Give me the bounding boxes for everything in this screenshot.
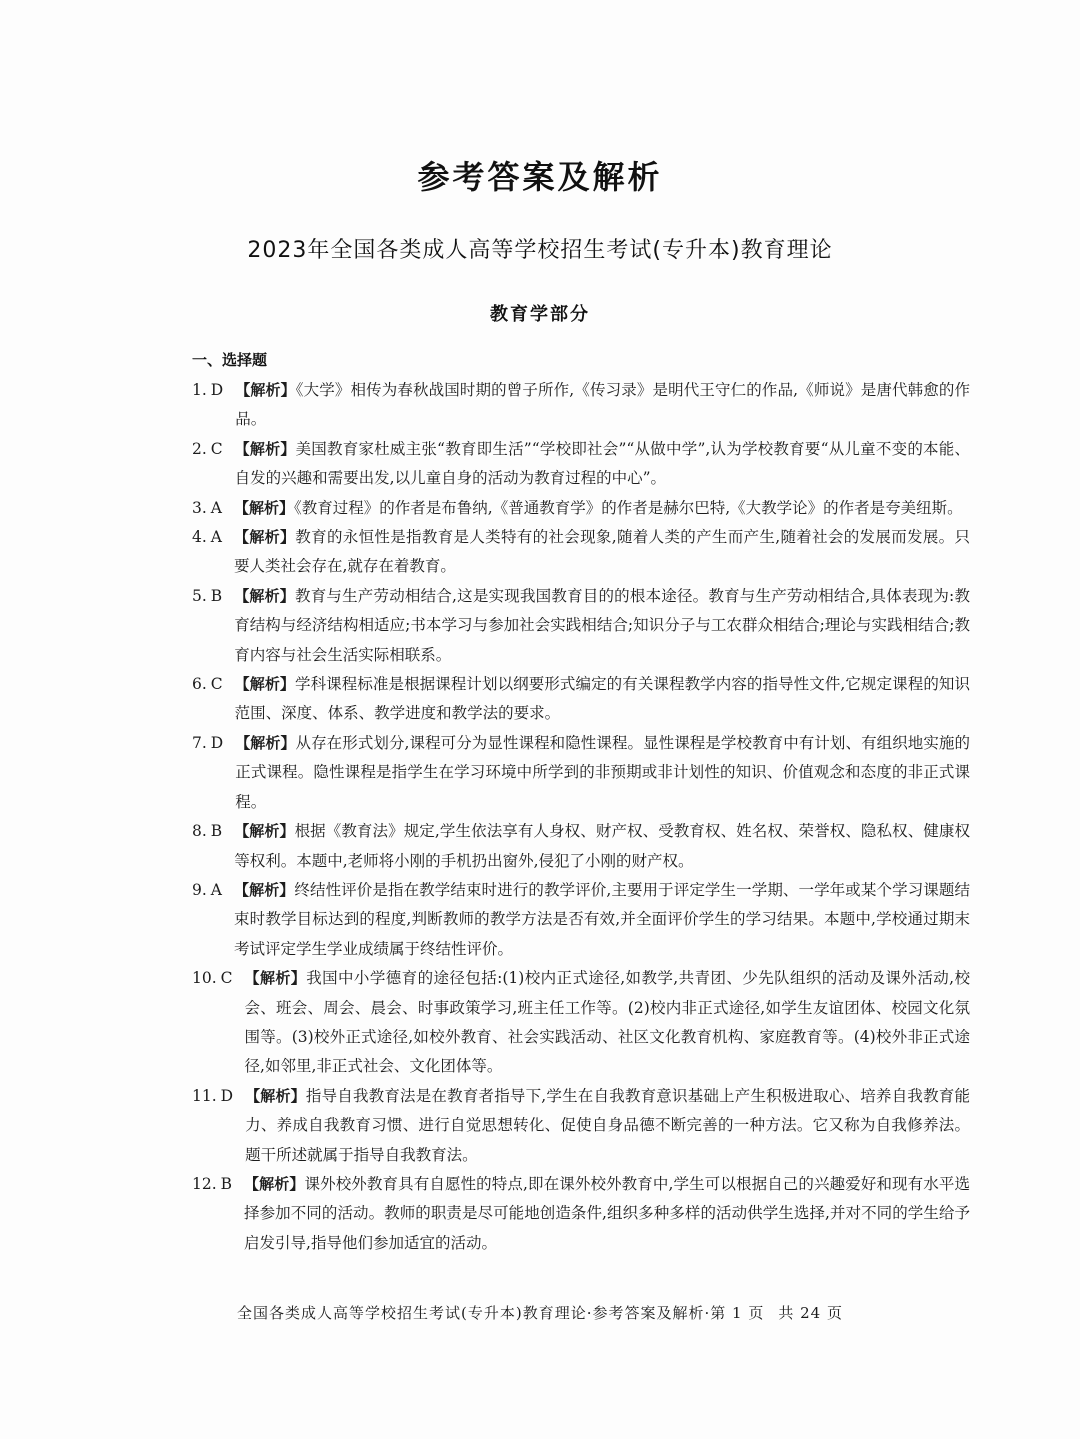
answer-item xyxy=(192,964,970,1082)
analysis-tag: 【解析】 xyxy=(234,528,296,547)
page-footer xyxy=(0,1302,1080,1323)
answer-item xyxy=(192,670,970,729)
footer-text: 全国各类成人高等学校招生考试(专升本)教育理论·参考答案及解析·第 1 页 xyxy=(237,1304,765,1322)
analysis-tag: 【解析】 xyxy=(244,969,307,988)
analysis-tag: 【解析】 xyxy=(245,1086,306,1105)
answer-explanation: 【解析】课外校外教育具有自愿性的特点,即在课外校外教育中,学生可以根据自己的兴趣爱好和现有水平选择参加不同的活动。教师的职责是尽可能地创造条件,组织多种多样的活动供学生选择,并对不同的学生给予启发引导,指导他们参加适宜的活动。 xyxy=(244,1174,970,1252)
footer-total-pages: 共 24 页 xyxy=(778,1304,843,1322)
answer-item xyxy=(192,876,970,964)
answer-explanation: 【解析】学科课程标准是根据课程计划以纲要形式编定的有关课程教学内容的指导性文件,它规定课程的知识范围、深度、体系、教学进度和教学法的要求。 xyxy=(234,675,970,723)
answer-explanation: 【解析】终结性评价是指在教学结束时进行的教学评价,主要用于评定学生一学期、一学年或某个学习课题结束时教学目标达到的程度,判断教师的教学方法是否有效,并全面评价学生的学习结果。本题中,学校通过期末考试评定学生学业成绩属于终结性评价。 xyxy=(234,880,970,958)
answer-number: 10. C xyxy=(192,969,233,988)
answer-explanation: 【解析】美国教育家杜威主张“教育即生活”“学校即社会”“从做中学”,认为学校教育要“从儿童不变的本能、自发的兴趣和需要出发,以儿童自身的活动为教育过程的中心”。 xyxy=(234,439,970,488)
answer-item xyxy=(192,729,970,817)
analysis-tag: 【解析】 xyxy=(244,1174,305,1193)
answer-explanation: 【解析】指导自我教育法是在教育者指导下,学生在自我教育意识基础上产生积极进取心、培养自我教育能力、养成自我教育习惯、进行自觉思想转化、促使自身品德不断完善的一种方法。它又称为自我修养法。题干所述就属于指导自我教育法。 xyxy=(245,1086,970,1164)
answer-explanation: 【解析】我国中小学德育的途径包括:(1)校内正式途径,如教学,共青团、少先队组织的活动及课外活动,校会、班会、周会、晨会、时事政策学习,班主任工作等。(2)校内非正式途径,如学生友谊团体、校园文化氛围等。(3)校外正式途径,如校外教育、社会实践活动、社区文化教育机构、家庭教育等。(4)校外非正式途径,如邻里,非正式社会、文化团体等。 xyxy=(244,969,970,1076)
analysis-tag: 【解析】 xyxy=(235,381,296,399)
answer-item xyxy=(192,494,970,523)
answer-item xyxy=(192,582,970,670)
answer-number: 6. C xyxy=(192,675,223,694)
answer-item xyxy=(192,523,970,582)
answer-explanation: 【解析】从存在形式划分,课程可分为显性课程和隐性课程。显性课程是学校教育中有计划、有组织地实施的正式课程。隐性课程是指学生在学习环境中所学到的非预期或非计划性的知识、价值观念和态度的非正式课程。 xyxy=(235,733,970,811)
answer-explanation: 【解析】教育的永恒性是指教育是人类特有的社会现象,随着人类的产生而产生,随着社会的发展而发展。只要人类社会存在,就存在着教育。 xyxy=(234,528,970,576)
page-title: 参考答案及解析 xyxy=(417,158,663,196)
part-heading: 一、选择题 xyxy=(192,351,268,369)
analysis-tag: 【解析】 xyxy=(234,586,295,605)
answer-number: 7. D xyxy=(192,733,224,752)
section-title: 教育学部分 xyxy=(490,304,590,325)
answer-number: 5. B xyxy=(192,586,223,605)
answer-item xyxy=(192,1170,970,1258)
answer-number: 2. C xyxy=(192,439,223,458)
analysis-tag: 【解析】 xyxy=(234,439,296,458)
answer-explanation: 【解析】根据《教育法》规定,学生依法享有人身权、财产权、受教育权、姓名权、荣誉权、隐私权、健康权等权利。本题中,老师将小刚的手机扔出窗外,侵犯了小刚的财产权。 xyxy=(234,822,970,870)
analysis-tag: 【解析】 xyxy=(234,498,295,517)
analysis-tag: 【解析】 xyxy=(234,822,295,841)
answer-item xyxy=(192,435,970,494)
answer-list xyxy=(192,376,970,1258)
analysis-tag: 【解析】 xyxy=(234,675,296,694)
exam-subtitle: 2023年全国各类成人高等学校招生考试(专升本)教育理论 xyxy=(247,238,833,263)
answer-number: 1. D xyxy=(192,381,224,399)
analysis-tag: 【解析】 xyxy=(235,733,296,752)
answer-number: 8. B xyxy=(192,822,223,841)
analysis-tag: 【解析】 xyxy=(234,880,295,899)
answer-item xyxy=(192,1082,970,1170)
answer-number: 3. A xyxy=(192,498,222,517)
answer-explanation: 【解析】《大学》相传为春秋战国时期的曾子所作,《传习录》是明代王守仁的作品,《师说》是唐代韩愈的作品。 xyxy=(235,381,970,429)
answer-item xyxy=(192,376,970,435)
answer-explanation: 【解析】《教育过程》的作者是布鲁纳,《普通教育学》的作者是赫尔巴特,《大教学论》的作者是夸美纽斯。 xyxy=(234,498,963,517)
answer-number: 12. B xyxy=(192,1174,233,1193)
answer-number: 4. A xyxy=(192,528,222,547)
answer-item xyxy=(192,817,970,876)
answer-number: 9. A xyxy=(192,880,222,899)
answer-explanation: 【解析】教育与生产劳动相结合,这是实现我国教育目的的根本途径。教育与生产劳动相结合,具体表现为:教育结构与经济结构相适应;书本学习与参加社会实践相结合;知识分子与工农群众相结合;理论与实践相结合;教育内容与社会生活实际相联系。 xyxy=(234,586,970,664)
answer-number: 11. D xyxy=(192,1086,234,1105)
